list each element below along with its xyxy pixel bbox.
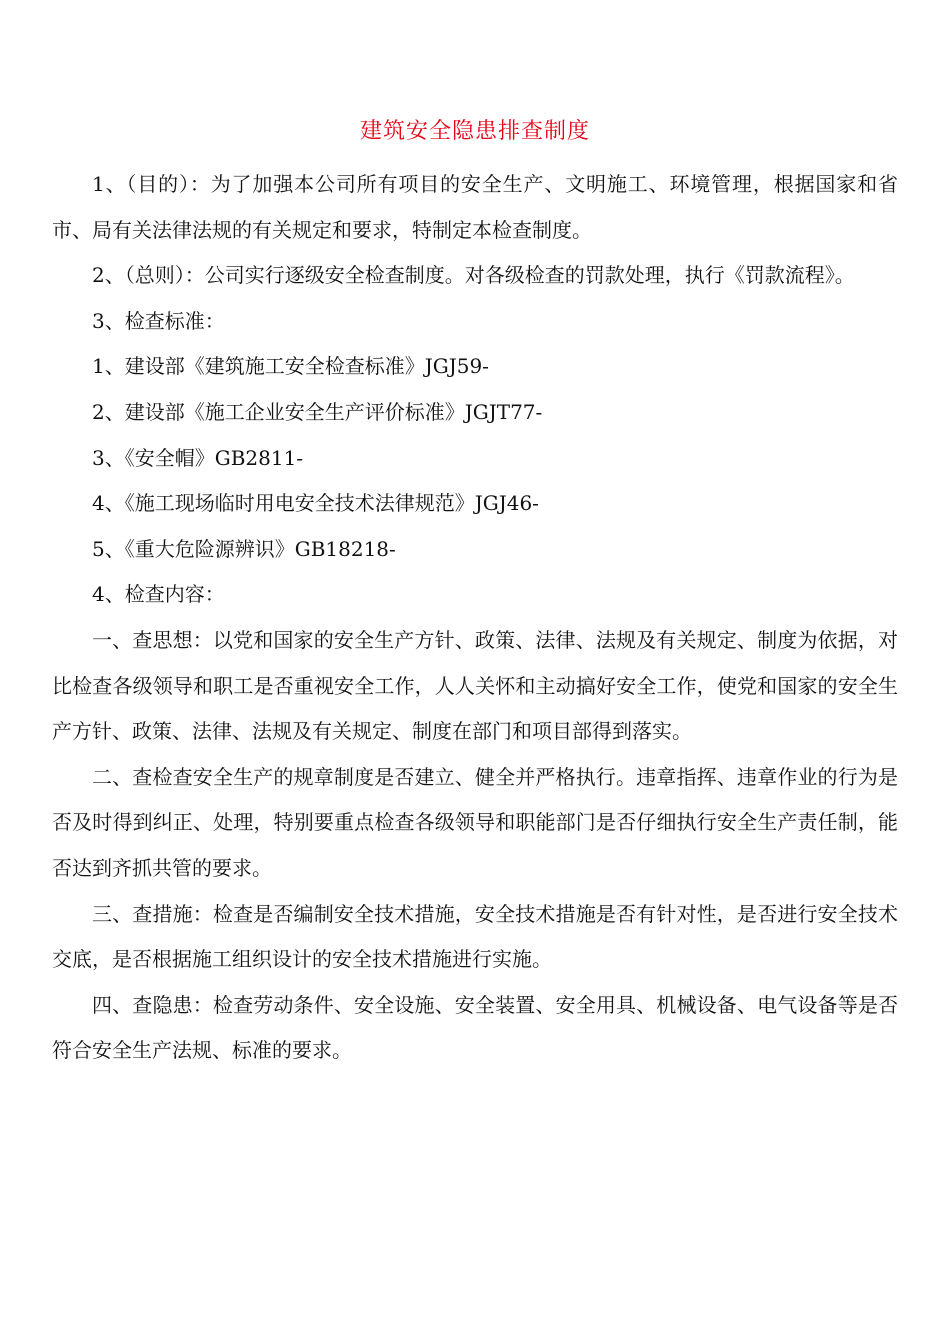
paragraph-content-heading: 4、检查内容： bbox=[92, 582, 225, 607]
document-body bbox=[52, 162, 898, 1074]
paragraph-general: 2、（总则）：公司实行逐级安全检查制度。对各级检查的罚款处理，执行《罚款流程》。 bbox=[92, 263, 855, 288]
standard-item: 5、《重大危险源辨识》GB18218- bbox=[92, 536, 396, 561]
standard-item: 1、建设部《建筑施工安全检查标准》JGJ59- bbox=[92, 354, 489, 379]
standard-item: 4、《施工现场临时用电安全技术法律规范》JGJ46- bbox=[92, 491, 539, 516]
standard-item: 2、建设部《施工企业安全生产评价标准》JGJT77- bbox=[92, 399, 543, 424]
paragraph-standards-heading: 3、检查标准： bbox=[92, 308, 225, 333]
paragraph-check-hazards: 四、查隐患：检查劳动条件、安全设施、安全装置、安全用具、机械设备、电气设备等是否符合安全生产法规、标准的要求。 bbox=[52, 992, 898, 1063]
document-title: 建筑安全隐患排查制度 bbox=[359, 119, 590, 144]
paragraph-check-thought: 一、查思想：以党和国家的安全生产方针、政策、法律、法规及有关规定、制度为依据，对比检查各级领导和职工是否重视安全工作，人人关怀和主动搞好安全工作，使党和国家的安全生产方针、政策、法律、法规及有关规定、制度在部门和项目部得到落实。 bbox=[52, 627, 898, 744]
paragraph-check-rules: 二、查检查安全生产的规章制度是否建立、健全并严格执行。违章指挥、违章作业的行为是否及时得到纠正、处理，特别要重点检查各级领导和职能部门是否仔细执行安全生产责任制，能否达到齐抓共管的要求。 bbox=[52, 764, 898, 880]
paragraph-purpose: 1、（目的）：为了加强本公司所有项目的安全生产、文明施工、环境管理，根据国家和省市、局有关法律法规的有关规定和要求，特制定本检查制度。 bbox=[52, 172, 898, 242]
standard-item: 3、《安全帽》GB2811- bbox=[92, 445, 304, 470]
paragraph-check-measures: 三、查措施：检查是否编制安全技术措施，安全技术措施是否有针对性，是否进行安全技术交底，是否根据施工组织设计的安全技术措施进行实施。 bbox=[52, 901, 898, 972]
